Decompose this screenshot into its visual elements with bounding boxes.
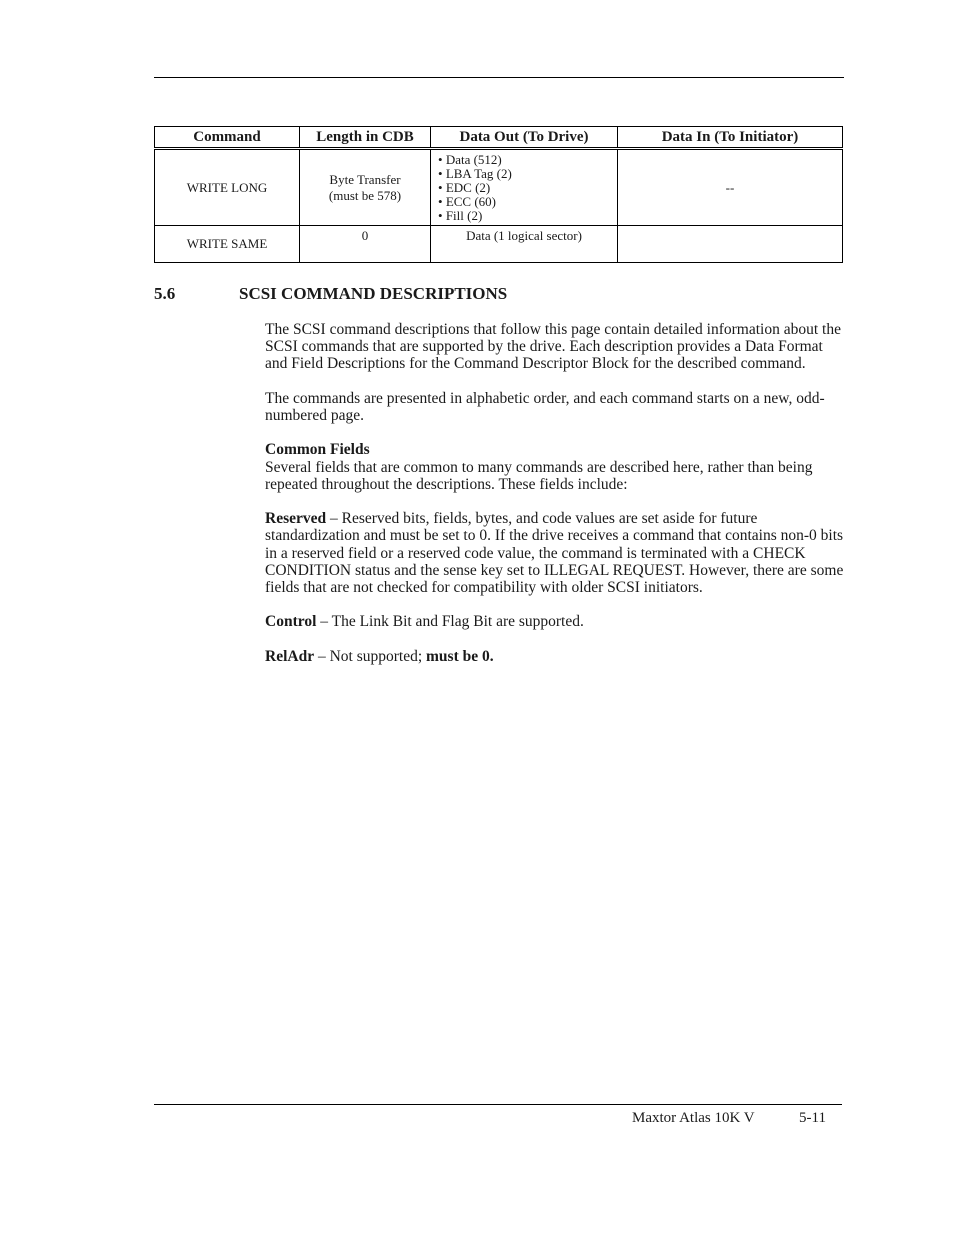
common-fields-text: Several fields that are common to many commands are described here, rather than being repeated throughout the descriptions. These fields include: (265, 458, 813, 493)
list-item: • ECC (60) (438, 195, 617, 209)
reladr-term: RelAdr (265, 647, 315, 665)
table-row (155, 226, 843, 263)
list-item: • EDC (2) (438, 181, 617, 195)
footer-page-number: 5-11 (799, 1110, 826, 1126)
section-body (265, 321, 845, 682)
command-cell: WRITE LONG (155, 149, 300, 226)
length-cell (300, 149, 431, 226)
section-number: 5.6 (154, 284, 176, 303)
control-text: – The Link Bit and Flag Bit are supported. (316, 613, 584, 631)
table-header-row (155, 127, 843, 149)
common-fields-heading: Common Fields (265, 441, 370, 459)
intro-paragraph: The SCSI command descriptions that follow this page contain detailed information about the SCSI commands that are supported by the drive. Each description provides a Data Format and Field Descriptions for the Command Descriptor Block for the described command. (265, 321, 841, 373)
list-item: • Fill (2) (438, 209, 617, 223)
control-term: Control (265, 613, 317, 631)
length-line: (must be 578) (328, 187, 402, 203)
reladr-emphasis: must be 0. (426, 647, 494, 665)
data-in-cell: -- (618, 149, 843, 226)
column-header-command: Command (155, 127, 300, 149)
column-header-data-in: Data In (To Initiator) (618, 127, 843, 149)
data-out-cell (431, 149, 618, 226)
table-row (155, 149, 843, 226)
reladr-paragraph (265, 648, 845, 665)
command-cell: WRITE SAME (155, 226, 300, 263)
common-fields-block (265, 441, 845, 493)
control-paragraph (265, 613, 845, 630)
reserved-term: Reserved (265, 510, 327, 528)
reserved-text: – Reserved bits, fields, bytes, and code values are set aside for future standardization and must be set to 0. If the drive receives a command that contains non-0 bits in a reserved field or a reserved code value, the command is terminated with a CHECK CONDITION status and the sense key set to ILLEGAL REQUEST. However, there are some fields that are not checked for compatibility with older SCSI initiators. (265, 510, 844, 596)
section-title: SCSI COMMAND DESCRIPTIONS (239, 284, 508, 303)
command-table (154, 126, 843, 263)
data-in-cell (618, 226, 843, 263)
column-header-length: Length in CDB (300, 127, 431, 149)
reserved-paragraph (265, 510, 845, 596)
length-line: Byte Transfer (329, 171, 401, 187)
footer-rule (154, 1104, 842, 1105)
column-header-data-out: Data Out (To Drive) (431, 127, 618, 149)
length-cell: 0 (300, 226, 431, 263)
data-out-list (438, 153, 617, 223)
footer-doc-title: Maxtor Atlas 10K V (632, 1110, 755, 1126)
reladr-text: – Not supported; (314, 647, 427, 665)
list-item: • LBA Tag (2) (438, 167, 617, 181)
header-rule (154, 77, 844, 78)
order-paragraph: The commands are presented in alphabetic order, and each command starts on a new, odd-numbered page. (265, 389, 825, 424)
data-out-cell: Data (1 logical sector) (431, 226, 618, 263)
list-item: • Data (512) (438, 153, 617, 167)
